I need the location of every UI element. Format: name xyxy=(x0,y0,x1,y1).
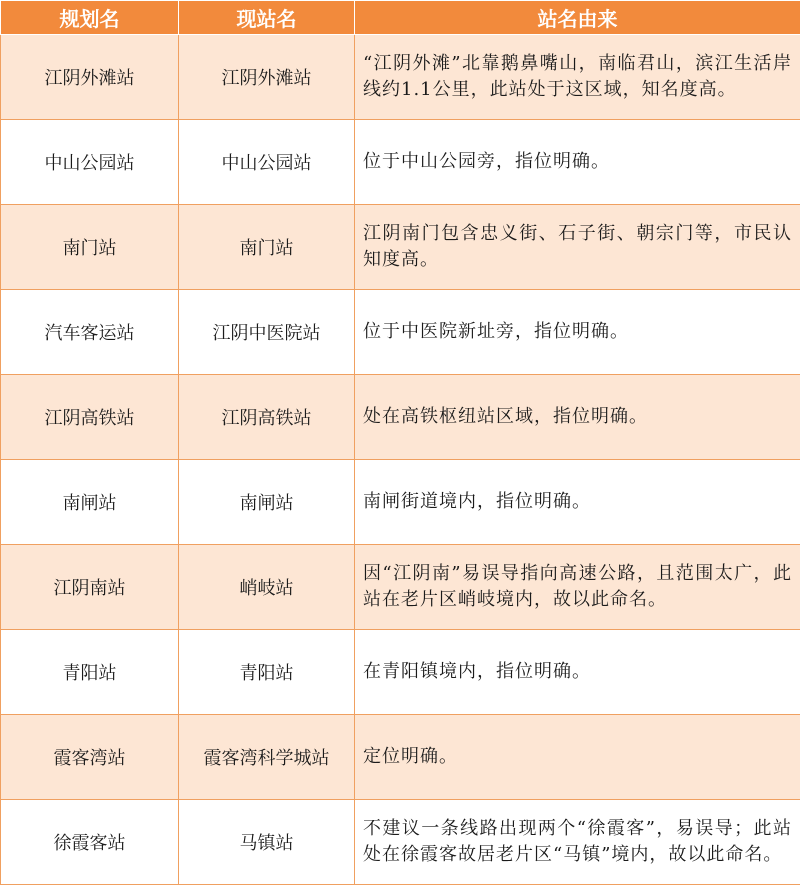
planned-name-cell: 南闸站 xyxy=(1,460,179,545)
current-name-cell: 霞客湾科学城站 xyxy=(179,715,355,800)
table-header-row xyxy=(1,1,800,35)
table-row xyxy=(1,375,800,460)
origin-cell: 定位明确。 xyxy=(355,715,800,800)
planned-name-cell: 霞客湾站 xyxy=(1,715,179,800)
planned-name-cell: 徐霞客站 xyxy=(1,800,179,885)
origin-cell: 位于中医院新址旁，指位明确。 xyxy=(355,290,800,375)
origin-cell: 江阴南门包含忠义街、石子街、朝宗门等，市民认知度高。 xyxy=(355,205,800,290)
table-row xyxy=(1,545,800,630)
table-row xyxy=(1,35,800,120)
planned-name-cell: 江阴高铁站 xyxy=(1,375,179,460)
origin-cell: 位于中山公园旁，指位明确。 xyxy=(355,120,800,205)
origin-cell: 南闸街道境内，指位明确。 xyxy=(355,460,800,545)
origin-cell: 因“江阴南”易误导指向高速公路，且范围太广，此站在老片区峭岐境内，故以此命名。 xyxy=(355,545,800,630)
table-row xyxy=(1,630,800,715)
current-name-cell: 南门站 xyxy=(179,205,355,290)
planned-name-cell: 江阴外滩站 xyxy=(1,35,179,120)
current-name-cell: 马镇站 xyxy=(179,800,355,885)
current-name-cell: 江阴外滩站 xyxy=(179,35,355,120)
planned-name-cell: 中山公园站 xyxy=(1,120,179,205)
current-name-cell: 南闸站 xyxy=(179,460,355,545)
origin-cell: “江阴外滩”北靠鹅鼻嘴山，南临君山，滨江生活岸线约1.1公里，此站处于这区域，知名度高。 xyxy=(355,35,800,120)
current-name-cell: 中山公园站 xyxy=(179,120,355,205)
header-planned-name: 规划名 xyxy=(1,1,179,35)
current-name-cell: 峭岐站 xyxy=(179,545,355,630)
planned-name-cell: 汽车客运站 xyxy=(1,290,179,375)
origin-cell: 在青阳镇境内，指位明确。 xyxy=(355,630,800,715)
current-name-cell: 江阴中医院站 xyxy=(179,290,355,375)
table-row xyxy=(1,460,800,545)
table-row xyxy=(1,120,800,205)
planned-name-cell: 南门站 xyxy=(1,205,179,290)
origin-cell: 处在高铁枢纽站区域，指位明确。 xyxy=(355,375,800,460)
current-name-cell: 青阳站 xyxy=(179,630,355,715)
current-name-cell: 江阴高铁站 xyxy=(179,375,355,460)
planned-name-cell: 江阴南站 xyxy=(1,545,179,630)
table-row xyxy=(1,290,800,375)
planned-name-cell: 青阳站 xyxy=(1,630,179,715)
origin-cell: 不建议一条线路出现两个“徐霞客”，易误导；此站处在徐霞客故居老片区“马镇”境内，故以此命名。 xyxy=(355,800,800,885)
table-row xyxy=(1,715,800,800)
header-name-origin: 站名由来 xyxy=(355,1,800,35)
table-row xyxy=(1,205,800,290)
header-current-name: 现站名 xyxy=(179,1,355,35)
table-row xyxy=(1,800,800,885)
